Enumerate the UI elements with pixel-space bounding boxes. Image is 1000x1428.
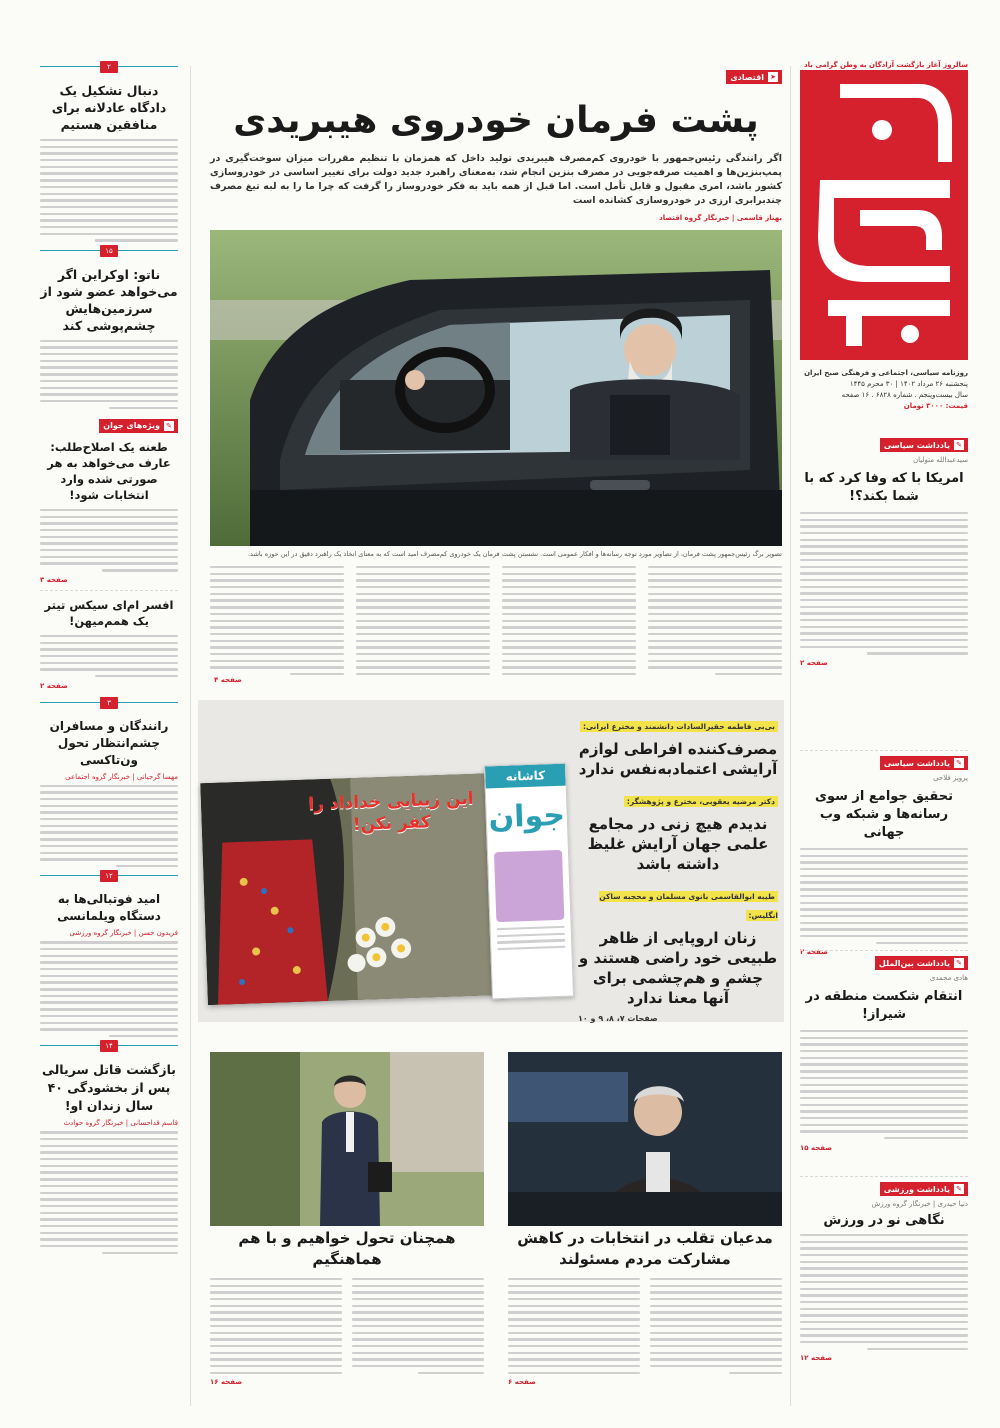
pen-icon: ✎: [954, 1184, 964, 1194]
cover-lines: [497, 926, 566, 951]
page-number-badge: ۱۵: [100, 245, 118, 257]
body-col: [210, 566, 344, 680]
section-tag: [880, 756, 968, 770]
section-tag: [880, 1182, 968, 1196]
lead-byline: بهناز قاسمی | خبرنگار گروه اقتصاد: [659, 214, 782, 222]
pen-icon: ✎: [954, 440, 964, 450]
promo-kicker: طیبه ابوالقاسمی بانوی مسلمان و محجبه ساکن انگلیس:: [599, 892, 778, 920]
teal-divider: [40, 698, 178, 712]
date-line: پنجشنبه ۲۶ مرداد ۱۴۰۲ | ۳۰ محرم ۱۴۴۵: [849, 380, 968, 388]
divider: [800, 1176, 968, 1177]
body-col: [210, 1278, 342, 1378]
divider: [800, 750, 968, 751]
pen-icon: ✎: [954, 958, 964, 968]
body-col: [508, 1278, 640, 1378]
story-left: [210, 1228, 484, 1386]
teal-divider: [40, 1042, 178, 1055]
promo-headline[interactable]: ندیدم هیچ زنی در مجامع علمی جهان آرایش غلیظ داشته باشد: [587, 815, 769, 873]
column-rule: [790, 66, 791, 1406]
interview-photo-icon: [508, 1052, 782, 1226]
teal-divider: [40, 246, 178, 260]
section-tag: [99, 419, 178, 433]
teal-divider: [40, 872, 178, 885]
body-col: [648, 566, 782, 680]
note-title[interactable]: امریکا با که وفا کرد که با شما بکند؟!: [804, 471, 964, 504]
body-text: [800, 1234, 968, 1350]
masthead-info: [800, 368, 968, 412]
section-label: یادداشت بین‌الملل: [878, 958, 950, 968]
body-col: [352, 1278, 484, 1378]
body-col: [356, 566, 490, 680]
byline: مهسا گرجیانی | خبرنگار گروه اجتماعی: [65, 772, 178, 781]
lead-headline[interactable]: پشت فرمان خودروی هیبریدی: [233, 100, 759, 141]
left-headline[interactable]: بازگشت قاتل سریالی پس از بخشودگی ۴۰ سال زندان او!: [41, 1062, 177, 1114]
top-note-text: سالروز آغاز بازگشت آزادگان به وطن گرامی باد: [804, 61, 968, 69]
right-note-2: [800, 756, 968, 956]
section-label: ویژه‌های جوان: [103, 421, 160, 431]
body-text: [800, 1030, 968, 1139]
promo-pages[interactable]: صفحات ۷، ۸، ۹ و ۱۰: [578, 1014, 658, 1023]
section-label: اقتصادی: [730, 72, 764, 82]
left-headline[interactable]: رانندگان و مسافران چشم‌انتظار تحول ون‌تاکسی: [49, 718, 169, 767]
lead-story: [210, 70, 782, 226]
issue-line: سال بیست‌وپنجم . شماره ۶۸۲۸ . ۱۶ صفحه: [841, 391, 968, 399]
section-tag: [875, 956, 968, 970]
divider: [800, 950, 968, 951]
body-text: [40, 509, 178, 572]
right-note-1: [800, 438, 968, 667]
logo-block: [800, 70, 968, 360]
body-text: [40, 785, 178, 868]
teal-divider: [40, 63, 178, 76]
section-label: یادداشت سیاسی: [883, 440, 950, 450]
section-label: یادداشت سیاسی: [883, 758, 950, 768]
body-text: [800, 848, 968, 944]
lead-dek: اگر رانندگی رئیس‌جمهور با خودروی کم‌مصرف هیبریدی تولید داخل که همزمان با تنظیم مقررات میزان سوخت‌گیری در پمپ‌بنزین‌ها و اهمیت صرفه‌جویی در مصرف بنزین انجام شد، به‌معنای راهبرد جدید دولت برای تغییر اساسی در خودروسازی کشور باشد، امری مقبول و قابل تأمل است. اما قبل از همه باید به فکر خودروساز را گرفت که چرا ما را به لبه تیغ مصرف چندبرابری ارزی در خودروسازی کشانده است: [210, 153, 782, 206]
author: دنیا حیدری | خبرنگار گروه ورزش: [871, 1200, 968, 1208]
page-ref[interactable]: صفحه ۱۵: [800, 1143, 833, 1152]
page-ref[interactable]: صفحه ۲: [40, 681, 68, 690]
lead-photo: [210, 230, 782, 546]
promo-kicker: بی‌بی فاطمه حقیرالسادات دانشمند و مخترع ایرانی:: [580, 721, 778, 732]
author: هادی محمدی: [929, 974, 968, 982]
note-title[interactable]: انتقام شکست منطقه در شیراز!: [805, 989, 963, 1022]
tagline: روزنامه سیاسی، اجتماعی و فرهنگی صبح ایران: [804, 369, 968, 377]
cover-headline: این زیبایی خداداد را کفر نکن!: [308, 788, 474, 835]
author: سیدعبدالله متولیان: [913, 456, 968, 464]
body-text: [40, 635, 178, 678]
pen-icon: ✎: [164, 421, 174, 431]
logo-icon: [800, 70, 968, 360]
arrow-icon: ➤: [768, 72, 778, 82]
promo-headline[interactable]: مصرف‌کننده افراطی لوازم آرایشی اعتماد‌به‌نفس ندارد: [578, 740, 778, 778]
walking-man-photo-icon: [210, 1052, 484, 1226]
right-note-4: [800, 1182, 968, 1362]
page-number-badge: ۱۲: [100, 870, 118, 882]
byline: فریدون حسن | خبرنگار گروه ورزشی: [69, 929, 178, 938]
page-ref[interactable]: صفحه ۲: [800, 659, 828, 668]
left-headline[interactable]: امید فوتبالی‌ها به دستگاه ویلمانسی: [57, 892, 161, 924]
byline: قاسم قداحسانی | خبرنگار گروه حوادث: [63, 1119, 178, 1128]
pen-icon: ✎: [954, 758, 964, 768]
section-tag: [880, 438, 968, 452]
magazine-cover[interactable]: [200, 773, 508, 1005]
page-ref[interactable]: صفحه ۲: [800, 948, 828, 957]
promo-headline[interactable]: زنان اروپایی از ظاهر طبیعی خود راضی هستند و چشم و هم‌چشمی برای آنها معنا ندارد: [578, 929, 778, 1007]
page-number-badge: ۳: [100, 697, 118, 709]
body-text: [40, 1131, 178, 1254]
body-text: [40, 941, 178, 1037]
nail-photo-icon: [494, 850, 564, 922]
story-headline[interactable]: همچنان تحول خواهیم و با هم هماهنگیم: [238, 1229, 456, 1268]
photo-caption: تصویر برگ رئیس‌جمهور پشت فرمان، از تصاویر مورد توجه رسانه‌ها و افکار عمومی است. نشستن پشت فرمان یک خودروی کم‌مصرف امید است که به معنای اتخاذ یک راهبرد دقیق در این حوزه باشد.: [247, 550, 782, 558]
section-tag: [726, 70, 782, 84]
body-text: [800, 512, 968, 655]
right-note-3: [800, 956, 968, 1152]
left-headline[interactable]: افسر ام‌ای سیکس تیتر یک همم‌میهن!: [44, 597, 174, 628]
price: قیمت: ۳۰۰۰ تومان: [903, 402, 968, 410]
magazine-logo: جوان: [487, 797, 566, 836]
lead-page-ref[interactable]: صفحه ۴: [214, 676, 242, 684]
note-title[interactable]: نگاهی نو در ورزش: [823, 1213, 945, 1228]
car-photo-icon: [210, 230, 782, 546]
magazine-spine-cover[interactable]: [484, 763, 574, 1000]
story-right: [508, 1228, 782, 1386]
left-column: [40, 63, 178, 1258]
page-ref[interactable]: صفحه ۳: [40, 575, 68, 584]
story-photo-right: [508, 1052, 782, 1226]
column-rule: [190, 66, 191, 1406]
lead-body: [210, 566, 782, 680]
divider: [40, 590, 178, 591]
page-ref[interactable]: صفحه ۱۲: [800, 1354, 833, 1363]
page-number-badge: ۲: [100, 61, 118, 73]
top-note: [796, 52, 968, 71]
section-label: یادداشت ورزشی: [883, 1184, 950, 1194]
body-text: [40, 340, 178, 409]
author: پرویز فلاحی: [933, 774, 968, 782]
page-ref[interactable]: صفحه ۶: [508, 1378, 536, 1387]
body-col: [502, 566, 636, 680]
promo-kicker: دکتر مرضیه یعقوبی، مخترع و پژوهشگر:: [624, 796, 778, 807]
left-headline[interactable]: دنبال تشکیل یک دادگاه عادلانه برای منافقین هستیم: [51, 83, 167, 132]
magazine-label: کاشانه: [485, 764, 566, 789]
left-headline[interactable]: طعنه یک اصلاح‌طلب: عارف می‌خواهد به هر صورتی شده وارد انتخابات شود!: [47, 439, 171, 502]
body-col: [650, 1278, 782, 1378]
story-photo-left: [210, 1052, 484, 1226]
left-headline[interactable]: ناتو: اوکراین اگر می‌خواهد عضو شود از سرزمین‌هایش چشم‌پوشی کند: [40, 266, 178, 333]
page-ref[interactable]: صفحه ۱۶: [210, 1378, 243, 1387]
story-headline[interactable]: مدعیان تقلب در انتخابات در کاهش مشارکت مردم مسئولند: [517, 1229, 773, 1268]
page-number-badge: ۱۴: [100, 1040, 118, 1052]
note-title[interactable]: تحقیق جوامع از سوی رسانه‌ها و شبکه وب جهانی: [815, 789, 953, 840]
promo-headlines: [578, 714, 778, 1023]
body-text: [40, 139, 178, 242]
